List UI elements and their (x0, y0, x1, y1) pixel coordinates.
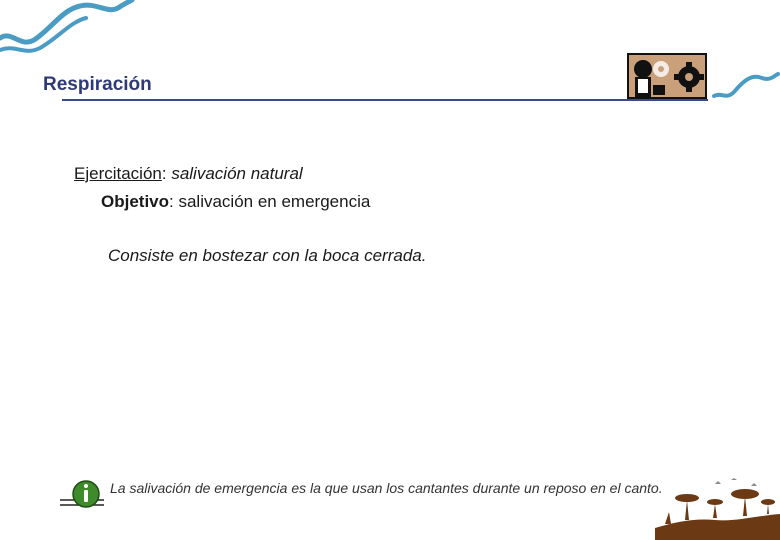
wave-decoration-right (712, 66, 780, 102)
wave-decoration-top (0, 0, 140, 60)
page-title: Respiración (43, 74, 152, 95)
note-text: La salivación de emergencia es la que usan los cantantes durante un reposo en el canto. (110, 480, 663, 496)
singer-with-gears-icon (627, 53, 707, 99)
objective-separator: : (169, 192, 179, 211)
savanna-decoration (655, 478, 780, 540)
objective-line (101, 192, 370, 212)
exercise-value: salivación natural (171, 164, 303, 183)
objective-label: Objetivo (101, 192, 170, 211)
info-icon (58, 478, 106, 514)
description-text: Consiste en bostezar con la boca cerrada. (108, 246, 427, 265)
exercise-line (74, 164, 303, 184)
page-number: 25 (691, 504, 704, 516)
exercise-label: Ejercitación (74, 164, 162, 183)
objective-value: salivación en emergencia (178, 192, 371, 211)
exercise-separator: : (161, 164, 172, 183)
header-divider (62, 99, 708, 101)
